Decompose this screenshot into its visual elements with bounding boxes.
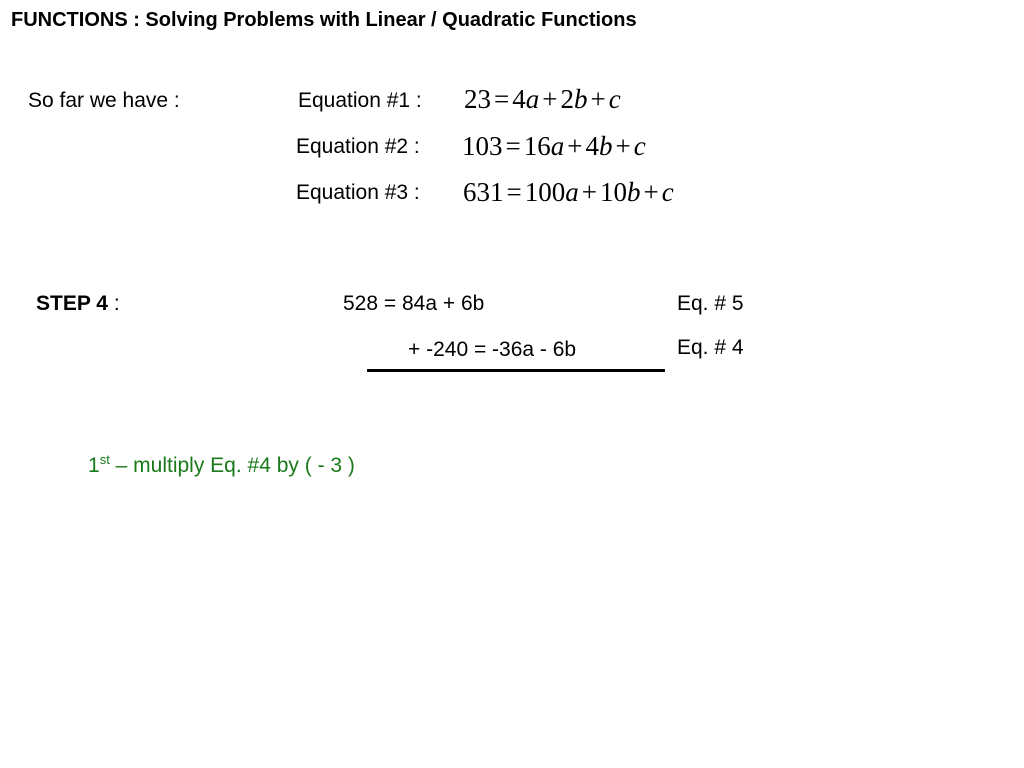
step-equation-line-2: + -240 = -36a - 6b [408, 338, 577, 361]
plus-sign: + [581, 177, 597, 207]
instruction-body: – multiply Eq. #4 by ( - 3 ) [109, 454, 355, 477]
equation-1 [464, 84, 621, 115]
equation-3 [463, 177, 674, 208]
plus-sign: + [615, 131, 631, 161]
coefficient-a: 16 [523, 131, 551, 161]
coefficient-b: 4 [585, 131, 599, 161]
instruction-ordinal-suffix: st [99, 452, 110, 467]
variable-b: b [573, 84, 588, 114]
coefficient-b: 10 [599, 177, 627, 207]
equals-sign: = [494, 84, 510, 114]
step-label [36, 292, 120, 316]
equation-1-lhs: 23 [464, 84, 491, 114]
variable-b: b [598, 131, 613, 161]
step-equation-line-1: 528 = 84a + 6b [343, 292, 485, 315]
instruction-text [88, 454, 355, 478]
equation-2-label: Equation #2 : [296, 135, 420, 158]
intro-label: So far we have : [28, 89, 180, 112]
coefficient-a: 4 [512, 84, 526, 114]
variable-b: b [626, 177, 641, 207]
equals-sign: = [506, 177, 522, 207]
variable-a: a [525, 84, 540, 114]
variable-a: a [565, 177, 579, 207]
equation-3-label: Equation #3 : [296, 181, 420, 204]
page-title: FUNCTIONS : Solving Problems with Linear / Quadratic Functions [11, 9, 637, 31]
plus-sign: + [643, 177, 659, 207]
instruction-number: 1 [88, 454, 100, 477]
equation-2 [462, 131, 646, 162]
plus-sign: + [590, 84, 606, 114]
variable-c: c [633, 131, 646, 161]
equals-sign: = [505, 131, 521, 161]
variable-a: a [550, 131, 565, 161]
equation-tag-5: Eq. # 5 [677, 292, 744, 315]
step-label-bold: STEP 4 [36, 292, 108, 315]
equation-2-lhs: 103 [462, 131, 503, 161]
step-label-colon: : [107, 292, 120, 315]
equation-1-label: Equation #1 : [298, 89, 422, 112]
variable-c: c [661, 177, 674, 207]
plus-sign: + [567, 131, 583, 161]
addition-rule-line [367, 369, 665, 372]
plus-sign: + [542, 84, 558, 114]
equation-tag-4: Eq. # 4 [677, 336, 744, 359]
variable-c: c [608, 84, 621, 114]
coefficient-a: 100 [524, 177, 566, 207]
coefficient-b: 2 [560, 84, 574, 114]
equation-3-lhs: 631 [463, 177, 504, 207]
